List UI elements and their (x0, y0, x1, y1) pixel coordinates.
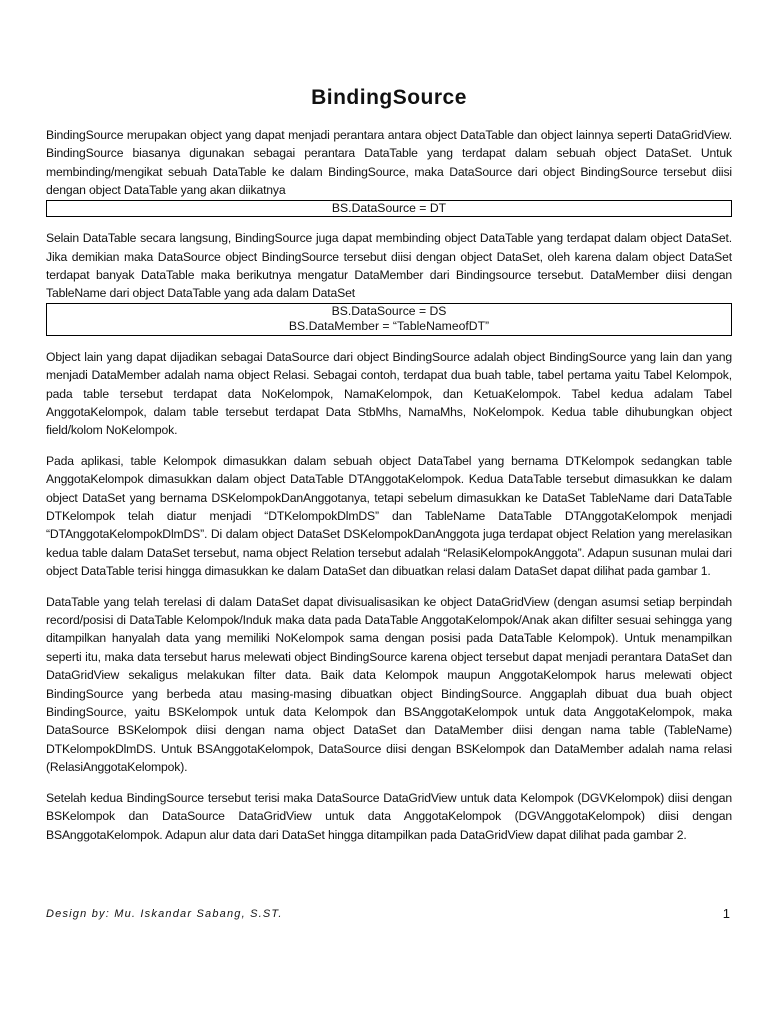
paragraph-6: Setelah kedua BindingSource tersebut terisi maka DataSource DataGridView untuk data Kelompok (DGVKelompok) diisi dengan BSKelompok dan DataSource DataGridView untuk data AnggotaKelompok (DGVAnggotaKelompok) diisi dengan BSAnggotaKelompok. Adapun alur data dari DataSet hingga ditampilkan pada DataGridView dapat dilihat pada gambar 2. (46, 790, 732, 842)
code-line: BS.DataSource = DS (331, 303, 447, 318)
code-box-2 (46, 303, 732, 336)
document-page (46, 86, 732, 844)
code-box-1 (46, 200, 732, 218)
code-line: BS.DataMember = “TableNameofDT” (288, 319, 490, 334)
paragraph-3: Object lain yang dapat dijadikan sebagai DataSource dari object BindingSource adalah object BindingSource yang lain dan yang menjadi DataMember adalah nama object Relasi. Sebagai contoh, terdapat dua buah table, tabel pertama yaitu Tabel Kelompok, pada table tersebut terdapat data NoKelompok, NamaKelompok, dan KetuaKelompok. Tabel kedua adalam Tabel AnggotaKelompok, dalam table tersebut terdapat Data StbMhs, NamaMhs, NoKelompok. Kedua table dihubungkan object field/kolom NoKelompok. (46, 349, 732, 438)
code-line: BS.DataSource = DT (331, 200, 447, 215)
paragraph-1: BindingSource merupakan object yang dapat menjadi perantara antara object DataTable dan object lainnya seperti DataGridView. BindingSource biasanya digunakan sebagai perantara DataTable yang terdapat dalam sebuah object DataSet. Untuk membinding/mengikat sebuah DataTable ke dalam BindingSource, maka DataSource dari object BindingSource tersebut diisi dengan object DataTable yang akan diikatnya (46, 128, 732, 198)
paragraph-2: Selain DataTable secara langsung, BindingSource juga dapat membinding object DataTable yang terdapat dalam object DataSet. Jika demikian maka DataSource object BindingSource tersebut diisi dengan object DataSet, oleh karena dalam object DataSet terdapat banyak DataTable maka berikutnya mengatur DataMember dari Bindingsource tersebut. DataMember diisi dengan TableName dari object DataTable yang ada dalam DataSet (46, 231, 732, 301)
footer-credit: Design by: Mu. Iskandar Sabang, S.ST. (46, 908, 283, 920)
paragraph-5: DataTable yang telah terelasi di dalam DataSet dapat divisualisasikan ke object DataGridView (dengan asumsi setiap berpindah record/posisi di DataTable Kelompok/Induk maka data pada DataTable AnggotaKelompok/Anak akan difilter sesuai sehingga yang ditampilkan hanyalah data yang memiliki NoKelompok sama dengan posisi pada DataTable Kelompok). Untuk menampilkan seperti itu, maka data tersebut harus melewati object BindingSource karena object tersebut dapat menjadi perantara DataSet dan DataGridView sekaligus melakukan filter data. Baik data Kelompok maupun AnggotaKelompok harus melewati object BindingSource yang berbeda atau masing-masing dibuatkan object BindingSource. Anggaplah dibuat dua buah object BindingSource, yaitu BSKelompok untuk data Kelompok dan BSAnggotaKelompok untuk data AnggotaKelompok, maka DataSource BSKelompok diisi dengan nama object DataSet dan DataMember diisi dengan nama table (TableName) DTKelompokDlmDS. Untuk BSAnggotaKelompok, DataSource diisi dengan BSKelompok dan DataMember adalah nama relasi (RelasiAnggotaKelompok). (46, 594, 732, 775)
paragraph-4: Pada aplikasi, table Kelompok dimasukkan dalam sebuah object DataTabel yang bernama DTKelompok sedangkan table AnggotaKelompok dimasukkan dalam object DataTable DTAnggotaKelompok. Kedua DataTable tersebut dimasukkan ke dalam object DataSet yang bernama DSKelompokDanAnggotanya, tetapi sebelum dimasukkan ke DataSet TableName dari DataTable DTKelompok telah diatur menjadi “DTKelompokDlmDS” dan TableName DataTable DTAnggotaKelompok menjadi “DTAnggotaKelompokDlmDS”. Di dalam object DataSet DSKelompokDanAnggota juga terdapat object Relation yang merelasikan kedua table dalam DataSet tersebut, nama object Relation tersebut adalah “RelasiKelompokAnggota”. Adapun susunan mulai dari object DataTable terisi hingga dimasukkan ke dalam DataSet dan dibuatkan relasi dalam DataSet dapat dilihat pada gambar 1. (46, 453, 732, 579)
page-number: 1 (722, 906, 730, 921)
document-title: BindingSource (311, 86, 467, 109)
